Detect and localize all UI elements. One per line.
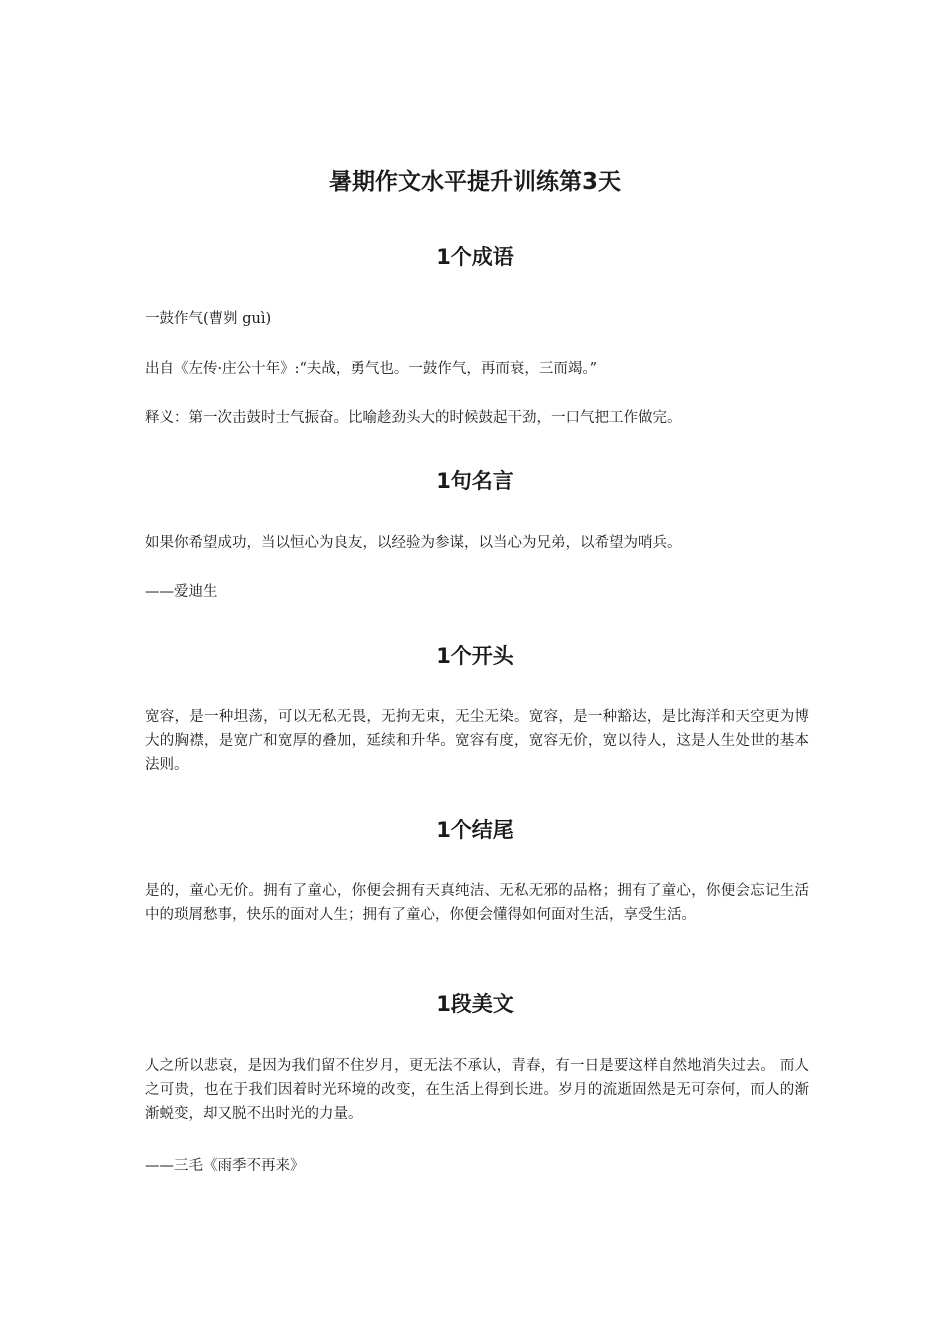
section-heading-idiom: 1个成语 (436, 245, 514, 269)
idiom-meaning: 释义：第一次击鼓时士气振奋。比喻趁劲头大的时候鼓起干劲，一口气把工作做完。 (145, 410, 682, 426)
quote-author: ——爱迪生 (145, 584, 218, 600)
section-heading-opening: 1个开头 (436, 644, 514, 668)
prose-author: ——三毛《雨季不再来》 (145, 1158, 305, 1174)
section-heading-ending: 1个结尾 (436, 818, 514, 842)
prose-paragraph: 人之所以悲哀，是因为我们留不住岁月，更无法不承认，青春，有一日是要这样自然地消失过去。 而人之可贵，也在于我们因着时光环境的改变，在生活上得到长进。岁月的流逝固然是无可奈何，而人的渐渐蜕变，却又脱不出时光的力量。 (145, 1058, 809, 1122)
section-heading-prose: 1段美文 (436, 992, 514, 1016)
opening-paragraph: 宽容，是一种坦荡，可以无私无畏，无拘无束，无尘无染。宽容，是一种豁达，是比海洋和天空更为博大的胸襟，是宽广和宽厚的叠加，延续和升华。宽容有度，宽容无价，宽以待人，这是人生处世的基本法则。 (145, 709, 809, 773)
section-heading-quote: 1句名言 (436, 469, 514, 493)
document-title: 暑期作文水平提升训练第3天 (328, 169, 621, 195)
ending-paragraph: 是的，童心无价。拥有了童心，你便会拥有天真纯洁、无私无邪的品格；拥有了童心，你便会忘记生活中的琐屑愁事，快乐的面对人生；拥有了童心，你便会懂得如何面对生活，享受生活。 (145, 883, 809, 923)
quote-text: 如果你希望成功，当以恒心为良友，以经验为参谋，以当心为兄弟，以希望为哨兵。 (145, 535, 682, 551)
idiom-text: 一鼓作气(曹刿 guì) (145, 311, 272, 327)
idiom-source: 出自《左传·庄公十年》:“夫战，勇气也。一鼓作气，再而衰，三而竭。” (145, 361, 598, 377)
